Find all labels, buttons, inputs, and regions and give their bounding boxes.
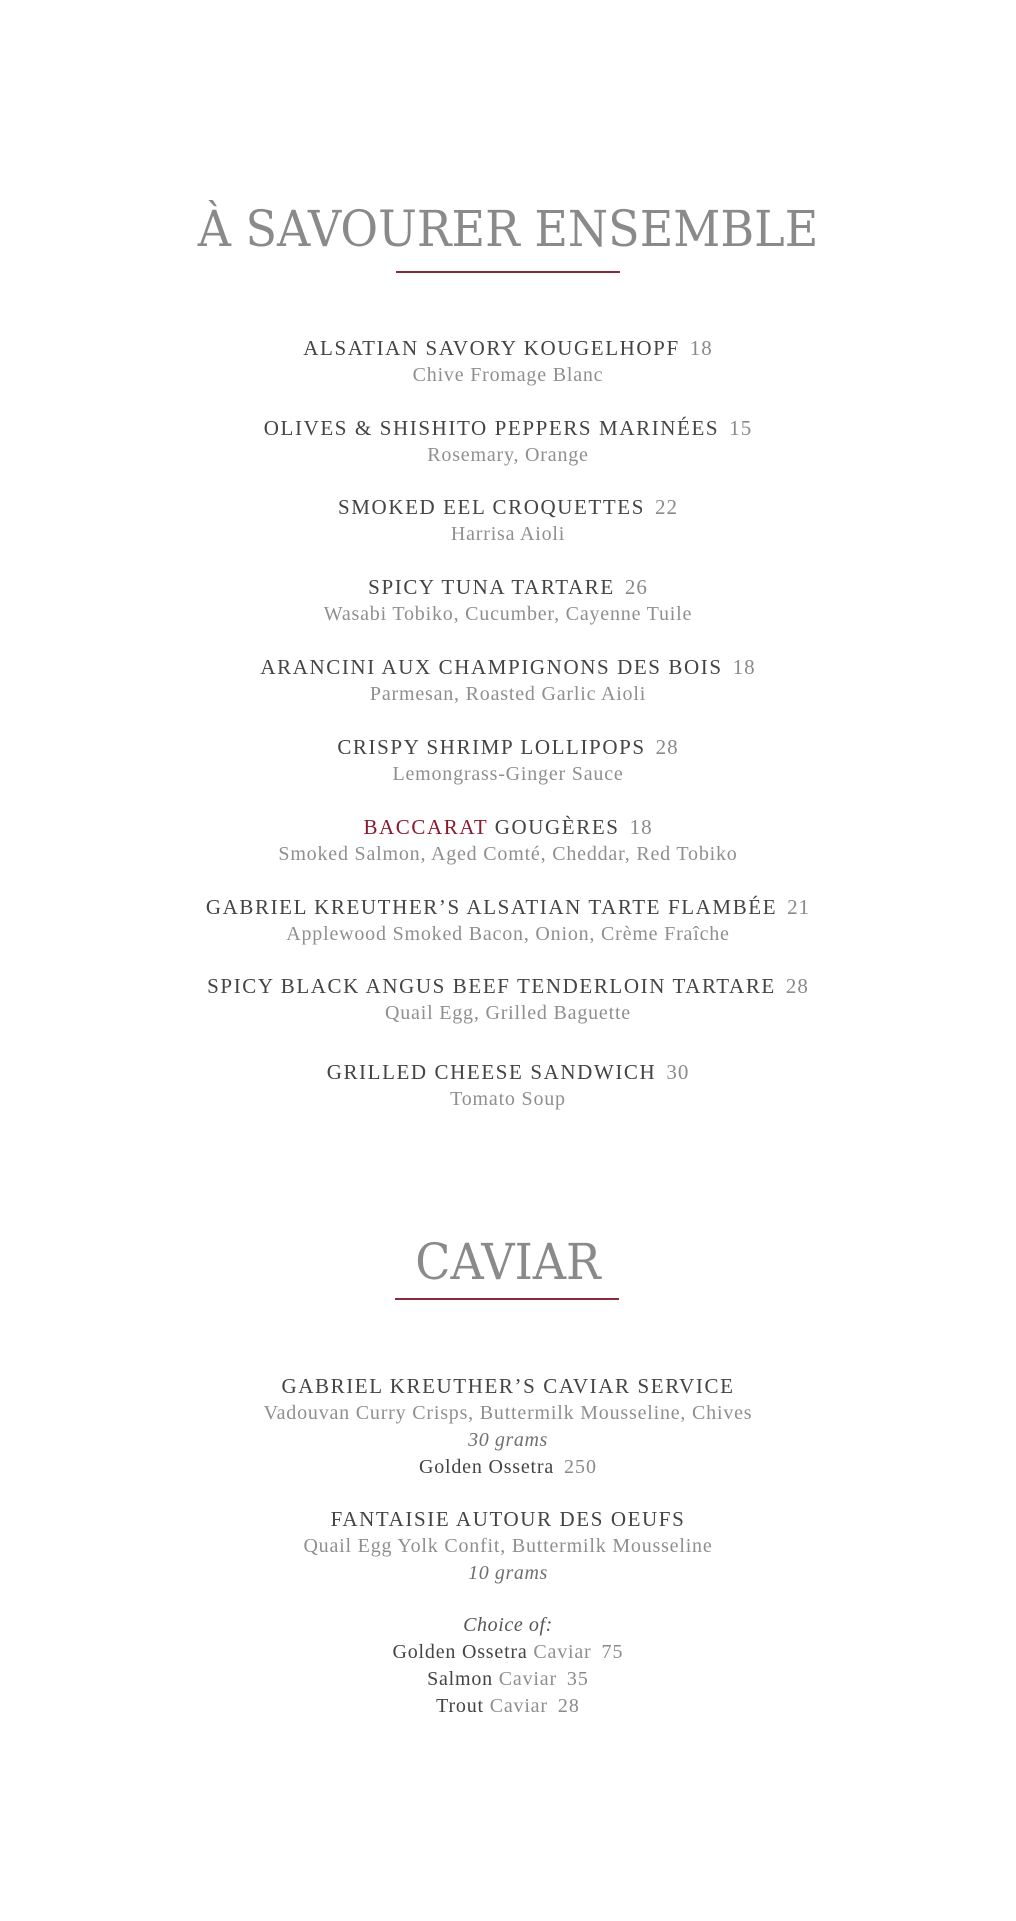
item-name-row	[0, 654, 1016, 681]
fantaisie-weight: 10 grams	[468, 1562, 548, 1584]
choice-suffix: Caviar	[533, 1641, 592, 1663]
menu-item	[0, 894, 1016, 948]
item-name-row	[0, 574, 1016, 601]
item-price: 15	[729, 416, 753, 440]
section-title-savourer: À SAVOURER ENSEMBLE	[197, 200, 819, 258]
item-name: GOUGÈRES	[494, 815, 620, 839]
item-name: OLIVES & SHISHITO PEPPERS MARINÉES	[263, 416, 720, 440]
item-name: GRILLED CHEESE SANDWICH	[326, 1060, 657, 1084]
item-name: CRISPY SHRIMP LOLLIPOPS	[337, 735, 646, 759]
fantaisie-choices	[0, 1612, 1016, 1720]
caviar-service-option	[0, 1454, 1016, 1481]
menu-item	[0, 494, 1016, 548]
item-price: 30	[666, 1060, 690, 1084]
menu-item	[0, 654, 1016, 708]
item-name: SMOKED EEL CROQUETTES	[338, 495, 645, 519]
choice-label: Choice of:	[463, 1614, 553, 1636]
menu-item	[0, 734, 1016, 788]
item-name-row	[0, 973, 1016, 1000]
item-price: 26	[624, 575, 648, 599]
item-description: Lemongrass-Ginger Sauce	[392, 763, 624, 785]
menu-item	[0, 574, 1016, 628]
fantaisie-description: Quail Egg Yolk Confit, Buttermilk Mousseline	[303, 1535, 713, 1557]
item-price: 18	[732, 655, 756, 679]
item-name: ARANCINI AUX CHAMPIGNONS DES BOIS	[260, 655, 723, 679]
item-name-row	[0, 335, 1016, 362]
choice-price: 35	[566, 1668, 589, 1690]
choice-row	[0, 1639, 1016, 1666]
caviar-service-name: GABRIEL KREUTHER’S CAVIAR SERVICE	[281, 1374, 735, 1398]
item-price: 28	[655, 735, 679, 759]
item-description: Wasabi Tobiko, Cucumber, Cayenne Tuile	[323, 603, 693, 625]
option-name: Golden Ossetra	[418, 1456, 555, 1478]
choice-name: Salmon	[427, 1668, 493, 1690]
item-name: SPICY BLACK ANGUS BEEF TENDERLOIN TARTARE	[207, 974, 776, 998]
item-description: Harrisa Aioli	[450, 523, 566, 545]
item-name-accent: BACCARAT	[363, 815, 488, 839]
choice-name: Golden Ossetra	[392, 1641, 528, 1663]
item-price: 18	[689, 336, 713, 360]
fantaisie-item	[0, 1506, 1016, 1587]
item-description: Parmesan, Roasted Garlic Aioli	[369, 683, 647, 705]
item-description: Rosemary, Orange	[427, 444, 589, 466]
fantaisie-name: FANTAISIE AUTOUR DES OEUFS	[330, 1507, 686, 1531]
section-divider	[396, 271, 620, 273]
caviar-service-weight: 30 grams	[468, 1429, 548, 1451]
item-description: Applewood Smoked Bacon, Onion, Crème Fraîche	[286, 923, 730, 945]
item-name: ALSATIAN SAVORY KOUGELHOPF	[303, 336, 680, 360]
menu-item	[0, 814, 1016, 868]
menu-item	[0, 415, 1016, 469]
option-price: 250	[564, 1456, 598, 1478]
item-name-row	[0, 734, 1016, 761]
item-price: 21	[787, 895, 811, 919]
choice-suffix: Caviar	[498, 1668, 557, 1690]
item-description: Smoked Salmon, Aged Comté, Cheddar, Red Tobiko	[278, 843, 738, 865]
item-price: 28	[785, 974, 809, 998]
choice-suffix: Caviar	[489, 1695, 548, 1717]
item-name-row	[0, 494, 1016, 521]
choice-price: 28	[557, 1695, 580, 1717]
item-description: Tomato Soup	[450, 1088, 566, 1110]
item-name-row	[0, 1059, 1016, 1086]
choice-price: 75	[601, 1641, 624, 1663]
item-description: Chive Fromage Blanc	[412, 364, 604, 386]
menu-item	[0, 973, 1016, 1027]
item-name: SPICY TUNA TARTARE	[368, 575, 615, 599]
menu-item	[0, 1059, 1016, 1113]
item-name-row	[0, 415, 1016, 442]
choice-row	[0, 1666, 1016, 1693]
menu-item	[0, 335, 1016, 389]
caviar-service	[0, 1373, 1016, 1481]
item-name-row	[0, 814, 1016, 841]
item-price: 18	[629, 815, 653, 839]
section-divider	[395, 1298, 619, 1300]
choice-row	[0, 1693, 1016, 1720]
caviar-service-description: Vadouvan Curry Crisps, Buttermilk Mousseline, Chives	[263, 1402, 753, 1424]
section-title-caviar: CAVIAR	[415, 1233, 601, 1291]
choice-name: Trout	[436, 1695, 484, 1717]
item-description: Quail Egg, Grilled Baguette	[385, 1002, 631, 1024]
item-name-row	[0, 894, 1016, 921]
item-name: GABRIEL KREUTHER’S ALSATIAN TARTE FLAMBÉE	[205, 895, 778, 919]
item-price: 22	[654, 495, 678, 519]
